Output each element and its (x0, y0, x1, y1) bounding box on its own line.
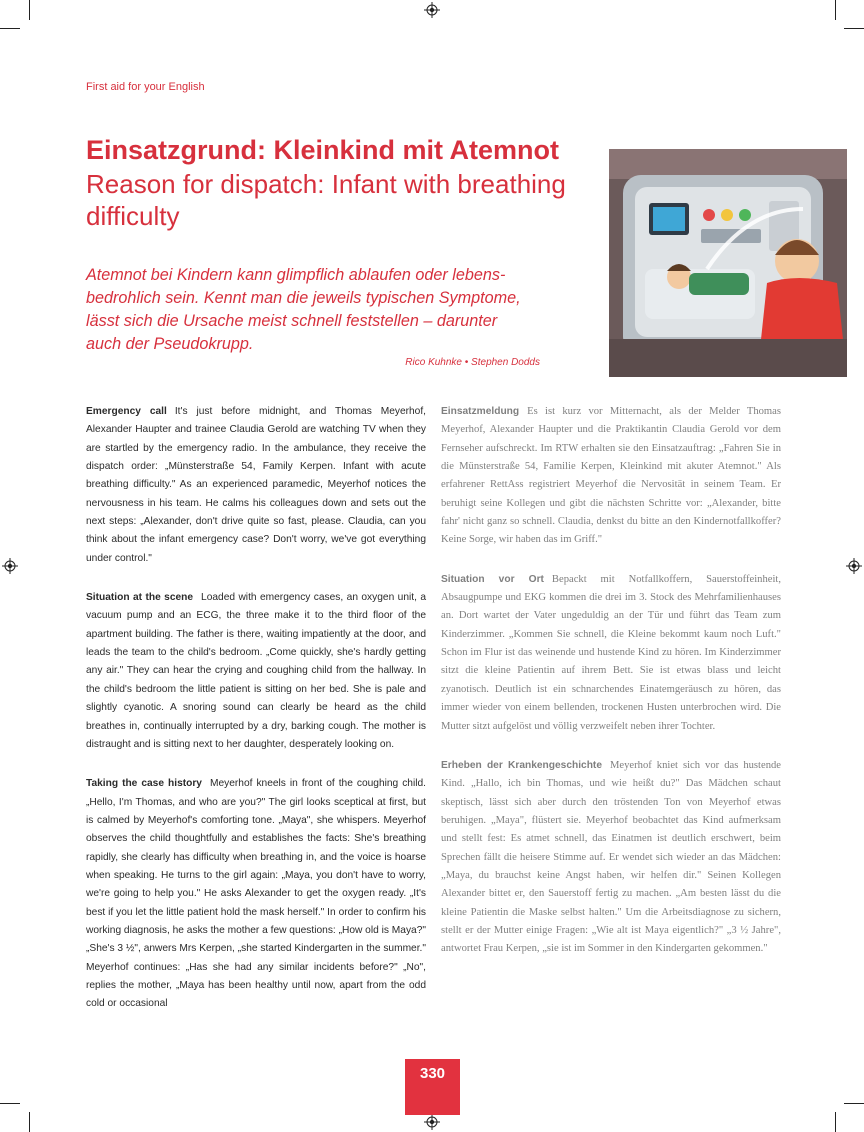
paragraph-body: It's just before midnight, and Thomas Meyerhof, Alexander Haupter and trainee Claudia Gerold are watching TV when they are startled by the emergency radio. In the ambulance, they receive the dispatch order: „Münsterstraße 54, Family Kerpen. Infant with acute breathing difficulty." As an experienced paramedic, Meyerhof notices the nervousness in his team. He calms his colleagues down and sets out the next steps: „Alexander, don't drive quite so fast, please. Claudia, can you think about the infant emergency case? Don't worry, we've got everything under control." (86, 406, 427, 564)
article-byline: Rico Kuhnke • Stephen Dodds (405, 357, 540, 368)
paragraph-heading: Erheben der Krankengeschichte (441, 759, 602, 771)
paragraph-situation-vor-ort (441, 571, 781, 736)
crop-mark (835, 1112, 836, 1132)
registration-mark-icon (846, 558, 862, 574)
paragraph-einsatzmeldung (441, 403, 781, 550)
crop-mark (844, 1103, 864, 1104)
registration-mark-icon (2, 558, 18, 574)
article-lead: Atemnot bei Kindern kann glimpflich ablaufen oder lebens-bedrohlich sein. Kennt man die jeweils typischen Symptome, lässt sich die Ursache meist schnell feststellen – darunter auch der Pseudokrupp. (86, 266, 521, 353)
paragraph-heading: Situation vor Ort (441, 573, 544, 585)
english-column (86, 403, 426, 1035)
paragraph-krankengeschichte (441, 757, 781, 959)
paragraph-body: Meyerhof kniet sich vor das hustende Kind. „Hallo, ich bin Thomas, und wie heißt du?" Das Mädchen schaut skeptisch, lässt sich aber durch den tröstenden Ton von Meyerhof etwas beruhigen. „Maya", flüstert sie. Meyerhof beobachtet das Kind aufmerksam und stellt fest: Es atmet schnell, das Einatmen ist deutlich erschwert, beim Sprechen fällt die heisere Stimme auf. Er wendet sich wieder an das Mädchen: „Maya, du brauchst keine Angst haben, wir helfen dir." Seinen Kollegen Alexander bittet er, den Sauerstoff fertig zu machen. „Am besten lässt du die kleine Patientin die Maske selbst halten." Um die Arbeitsdiagnose zu sichern, stellt er der Mutter einige Fragen: „Wie alt ist Maya eigentlich?" „3 ½ Jahre", antwortet Frau Kerpen, „sie ist im Sommer in den Kindergarten gekommen." (441, 759, 781, 955)
paragraph-case-history (86, 775, 426, 1013)
paragraph-body: Loaded with emergency cases, an oxygen unit, a vacuum pump and an ECG, the three make it to the third floor of the apartment building. The father is there, waiting impatiently at the door, and leads the team to the child's bedroom. „Come quickly, she's hardly getting any air." They can hear the crying and coughing child from the hallway. In the child's bedroom the little patient is sitting on her bed. She is pale and slightly cyanotic. A snoring sound can clearly be heard as the child breathes in, continually interrupted by a dry, barking cough. The mother is distraught and is sitting next to her daughter, desperately looking on. (86, 592, 426, 750)
section-kicker: First aid for your English (86, 81, 205, 93)
paragraph-body: Bepackt mit Notfallkoffern, Sauerstoffeinheit, Absaugpumpe und EKG kommen die drei im 3. Stock des Mehrfamilienhauses an. Dort wartet der Vater ungeduldig an der Tür und führt das Team zum Kinderzimmer. „Kommen Sie schnell, die Kleine bekommt kaum noch Luft." Schon im Flur ist das weinende und hustende Kind zu hören. Im Kinderzimmer sitzt die kleine Patientin auf ihrem Bett. Sie ist etwas blass und leicht zyanotisch. Deutlich ist ein schnarchendes Einatemgeräusch zu hören, das immer wieder von einem bellenden, trockenen Husten unterbrochen wird. Die Mutter sitzt aufgelöst und völlig verzweifelt neben ihrer Tochter. (441, 573, 781, 732)
crop-mark (0, 1103, 20, 1104)
article-photo (609, 149, 847, 377)
paragraph-heading: Taking the case history (86, 778, 202, 790)
paragraph-heading: Einsatzmeldung (441, 406, 520, 417)
registration-mark-icon (424, 1114, 440, 1130)
crop-mark (0, 28, 20, 29)
registration-mark-icon (424, 2, 440, 18)
crop-mark (29, 1112, 30, 1132)
crop-mark (835, 0, 836, 20)
paragraph-body: Es ist kurz vor Mitternacht, als der Melder Thomas Meyerhof, Alexander Haupter und die Praktikantin Claudia Gerold vor dem Fernseher aufschreckt. Im RTW erhalten sie den Einsatzauftrag: „Fahren Sie in die Münsterstraße 54, Familie Kerpen, Kleinkind mit akuter Atemnot." Als erfahrener RettAss registriert Meyerhof die Nervosität in seinem Team. Er beruhigt seine Kollegen und gibt die nächsten Schritte vor: „Alexander, bitte fahr' nicht ganz so schnell. Claudia, denkst du bitte an den Kindernotfallkoffer? Keine Sorge, wir haben das im Griff." (441, 406, 781, 546)
german-column (441, 403, 781, 980)
article-title-english: Reason for dispatch: Infant with breathing difficulty (86, 169, 566, 231)
paragraph-body: Meyerhof kneels in front of the coughing child. „Hello, I'm Thomas, and who are you?" The girl looks sceptical at first, but is calmed by Meyerhof's comforting tone. „Maya", she whispers. Meyerhof observes the child thoughtfully and establishes the facts: She's breathing rapidly, she clearly has difficulty when breathing in, and the voice is hoarse when speaking. He turns to the girl again: „Maya, you don't have to worry, we're going to help you." He asks Alexander to get the oxygen ready. „It's best if you let the little patient hold the mask herself." In order to confirm his working diagnosis, he asks the mother a few questions: „How old is Maya?" „She's 3 ½", anwers Mrs Kerpen, „she started Kindergarten in the summer." Meyerhof continues: „Has she had any similar incidents before?" „No", replies the mother, „Maya has been healthy until now, apart from the odd cold or occasional (86, 778, 426, 1010)
paragraph-emergency-call (86, 403, 426, 568)
page-number: 330 (405, 1059, 460, 1115)
crop-mark (844, 28, 864, 29)
paragraph-heading: Emergency call (86, 406, 167, 417)
paragraph-situation-scene (86, 589, 426, 754)
paragraph-heading: Situation at the scene (86, 592, 194, 604)
article-title-german: Einsatzgrund: Kleinkind mit Atemnot (86, 135, 560, 165)
crop-mark (29, 0, 30, 20)
